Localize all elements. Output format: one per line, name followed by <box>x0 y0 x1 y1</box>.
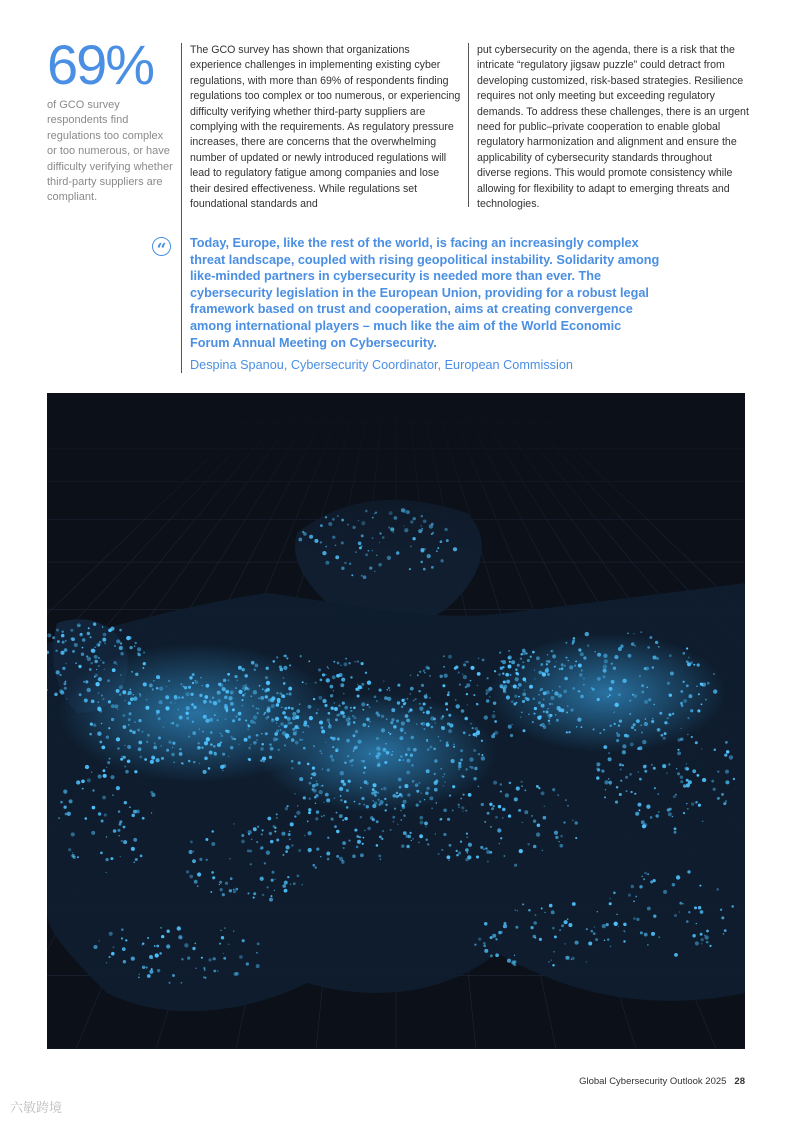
column-divider-right <box>468 43 469 207</box>
stat-callout <box>47 34 175 206</box>
body-column-1: The GCO survey has shown that organizations experience challenges in implementing existing cyber regulations, with more than 69% of respondents finding regulations too complex or too numerous, or experiencing difficulty verifying whether third-party suppliers are complying with the requirements. As regulatory pressure increases, there are concerns that the overwhelming number of updated or newly introduced regulations will lead to regulatory fatigue among companies and lose their desired effectiveness. While regulations set foundational standards and <box>190 44 461 211</box>
stat-number: 69% <box>47 33 154 96</box>
footer-title: Global Cybersecurity Outlook 2025 <box>579 1076 727 1087</box>
europe-night-lights-image <box>47 393 745 1049</box>
watermark: 六敏跨境 <box>10 1100 63 1115</box>
quote-attribution: Despina Spanou, Cybersecurity Coordinator, European Commission <box>190 358 573 372</box>
page-number: 28 <box>734 1076 745 1087</box>
body-column-2: put cybersecurity on the agenda, there is a risk that the intricate “regulatory jigsaw puzzle” could detract from developing customized, risk-based strategies. Resilience requires not only meeting but exceeding regulatory demands. To address these challenges, there is an urgent need for public–private cooperation to enable global regulatory harmonization and alignment and ensure the applicability of cybersecurity standards throughout diverse regions. This would promote consistency while allowing for flexibility to adapt to emerging threats and technologies. <box>477 44 749 211</box>
page-footer <box>579 1076 745 1087</box>
column-divider-left <box>181 43 182 373</box>
stat-description: of GCO survey respondents find regulations too complex or too numerous, or have difficulty verifying whether third-party suppliers are compliant. <box>47 99 173 204</box>
europe-map-illustration <box>47 393 745 1049</box>
pull-quote: Today, Europe, like the rest of the world, is facing an increasingly complex threat landscape, coupled with rising geopolitical instability. Solidarity among like-minded partners in cybersecurity is needed more than ever. The cybersecurity legislation in the European Union, providing for a robust legal framework based on trust and cooperation, aims at creating convergence among international players – much like the aim of the World Economic Forum Annual Meeting on Cybersecurity. <box>190 236 660 350</box>
quote-icon: “ <box>152 237 171 256</box>
